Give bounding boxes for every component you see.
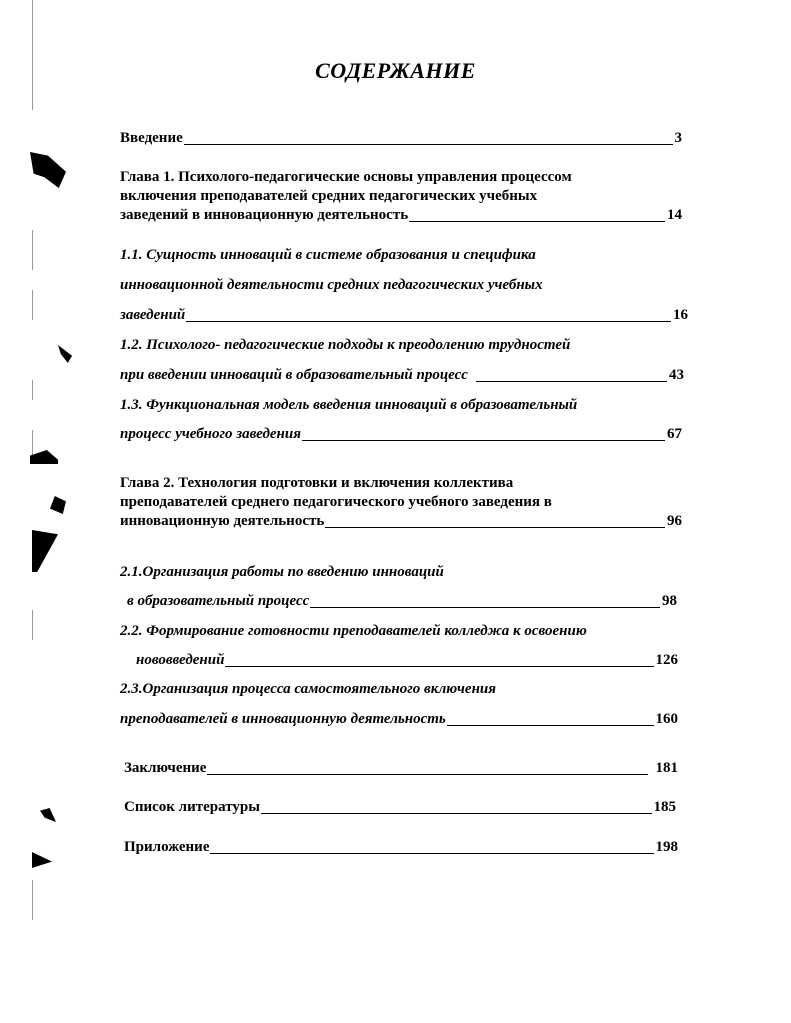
scan-blot: [50, 496, 66, 514]
toc-page-number: 14: [667, 207, 682, 223]
toc-page-number: 126: [655, 652, 678, 668]
page-title: СОДЕРЖАНИЕ: [315, 58, 476, 83]
toc-page-number: 16: [673, 307, 688, 323]
toc-leader-line: [310, 606, 660, 608]
toc-leader-line: [409, 220, 665, 222]
scan-edge-line: [32, 380, 33, 400]
toc-page-number: 43: [669, 367, 684, 383]
scan-blot: [58, 345, 72, 363]
toc-entry-last-line: [127, 592, 677, 611]
toc-entry-last-line: [120, 710, 678, 729]
toc-entry-text-line: Глава 2. Технология подготовки и включения коллектива: [120, 475, 514, 491]
scan-edge-line: [32, 230, 33, 270]
toc-entry-references: [124, 798, 676, 817]
toc-entry-text-line: 1.1. Сущность инноваций в системе образования и специфика: [120, 247, 536, 263]
toc-leader-line: [302, 439, 665, 441]
toc-entry-label: Заключение: [124, 760, 207, 776]
toc-entry-intro: [120, 129, 682, 148]
toc-entry-text-line: преподавателей среднего педагогического учебного заведения в: [120, 494, 552, 510]
toc-entry-text-line: инновационную деятельность: [120, 513, 325, 529]
toc-entry-label: Введение: [120, 130, 183, 146]
toc-entry-last-line: [120, 425, 682, 444]
toc-entry-text-line: Глава 1. Психолого-педагогические основы управления процессом: [120, 169, 572, 185]
toc-entry-conclusion: [124, 759, 678, 778]
toc-leader-line: [207, 773, 647, 775]
toc-leader-line: [476, 380, 667, 382]
scan-edge-line: [32, 0, 33, 110]
toc-page-number: 185: [653, 799, 676, 815]
scan-blot: [40, 808, 56, 822]
toc-entry-text-line: в образовательный процесс: [127, 593, 310, 609]
toc-entry-text-line: включения преподавателей средних педагогических учебных: [120, 188, 538, 204]
toc-page-number: 67: [667, 426, 682, 442]
scan-blot: [32, 852, 52, 868]
toc-page-number: 160: [655, 711, 678, 727]
toc-leader-line: [186, 320, 671, 322]
toc-page-number: 3: [674, 130, 682, 146]
toc-entry-text-line: 2.1.Организация работы по введению инноваций: [120, 564, 444, 580]
toc-entry-last-line: [136, 651, 678, 670]
toc-entry-text-line: 2.2. Формирование готовности преподавателей колледжа к освоению: [120, 623, 587, 639]
toc-entry-label: Список литературы: [124, 799, 260, 815]
toc-leader-line: [447, 724, 654, 726]
scan-blot: [32, 530, 58, 572]
scan-edge-line: [32, 290, 33, 320]
toc-entry-label: Приложение: [124, 839, 210, 855]
toc-page-number: 181: [655, 760, 678, 776]
scan-edge-line: [32, 880, 33, 920]
toc-leader-line: [210, 852, 653, 854]
toc-entry-text-line: процесс учебного заведения: [120, 426, 301, 442]
scan-edge-line: [32, 610, 33, 640]
toc-entry-text-line: нововведений: [136, 652, 225, 668]
toc-entry-last-line: [120, 512, 682, 531]
toc-page-number: 198: [655, 839, 678, 855]
toc-entry-text-line: при введении инноваций в образовательный процесс: [120, 367, 468, 383]
toc-entry-text-line: заведений: [120, 307, 186, 323]
scan-blot: [30, 450, 58, 464]
toc-entry-text-line: заведений в инновационную деятельность: [120, 207, 409, 223]
toc-page-number: 96: [667, 513, 682, 529]
toc-page-number: 98: [662, 593, 677, 609]
toc-entry-text-line: инновационной деятельности средних педагогических учебных: [120, 277, 543, 293]
toc-entry-text-line: преподавателей в инновационную деятельность: [120, 711, 446, 727]
toc-leader-line: [325, 526, 665, 528]
toc-leader-line: [184, 143, 673, 145]
toc-entry-text-line: 1.2. Психолого- педагогические подходы к преодолению трудностей: [120, 337, 571, 353]
toc-entry-last-line: [120, 206, 682, 225]
toc-leader-line: [261, 812, 652, 814]
toc-entry-appendix: [124, 838, 678, 857]
toc-entry-last-line: [120, 366, 684, 385]
scan-blot: [30, 152, 66, 188]
toc-entry-text-line: 1.3. Функциональная модель введения инноваций в образовательный: [120, 397, 578, 413]
toc-entry-last-line: [120, 306, 688, 325]
toc-entry-text-line: 2.3.Организация процесса самостоятельного включения: [120, 681, 496, 697]
toc-leader-line: [225, 665, 653, 667]
